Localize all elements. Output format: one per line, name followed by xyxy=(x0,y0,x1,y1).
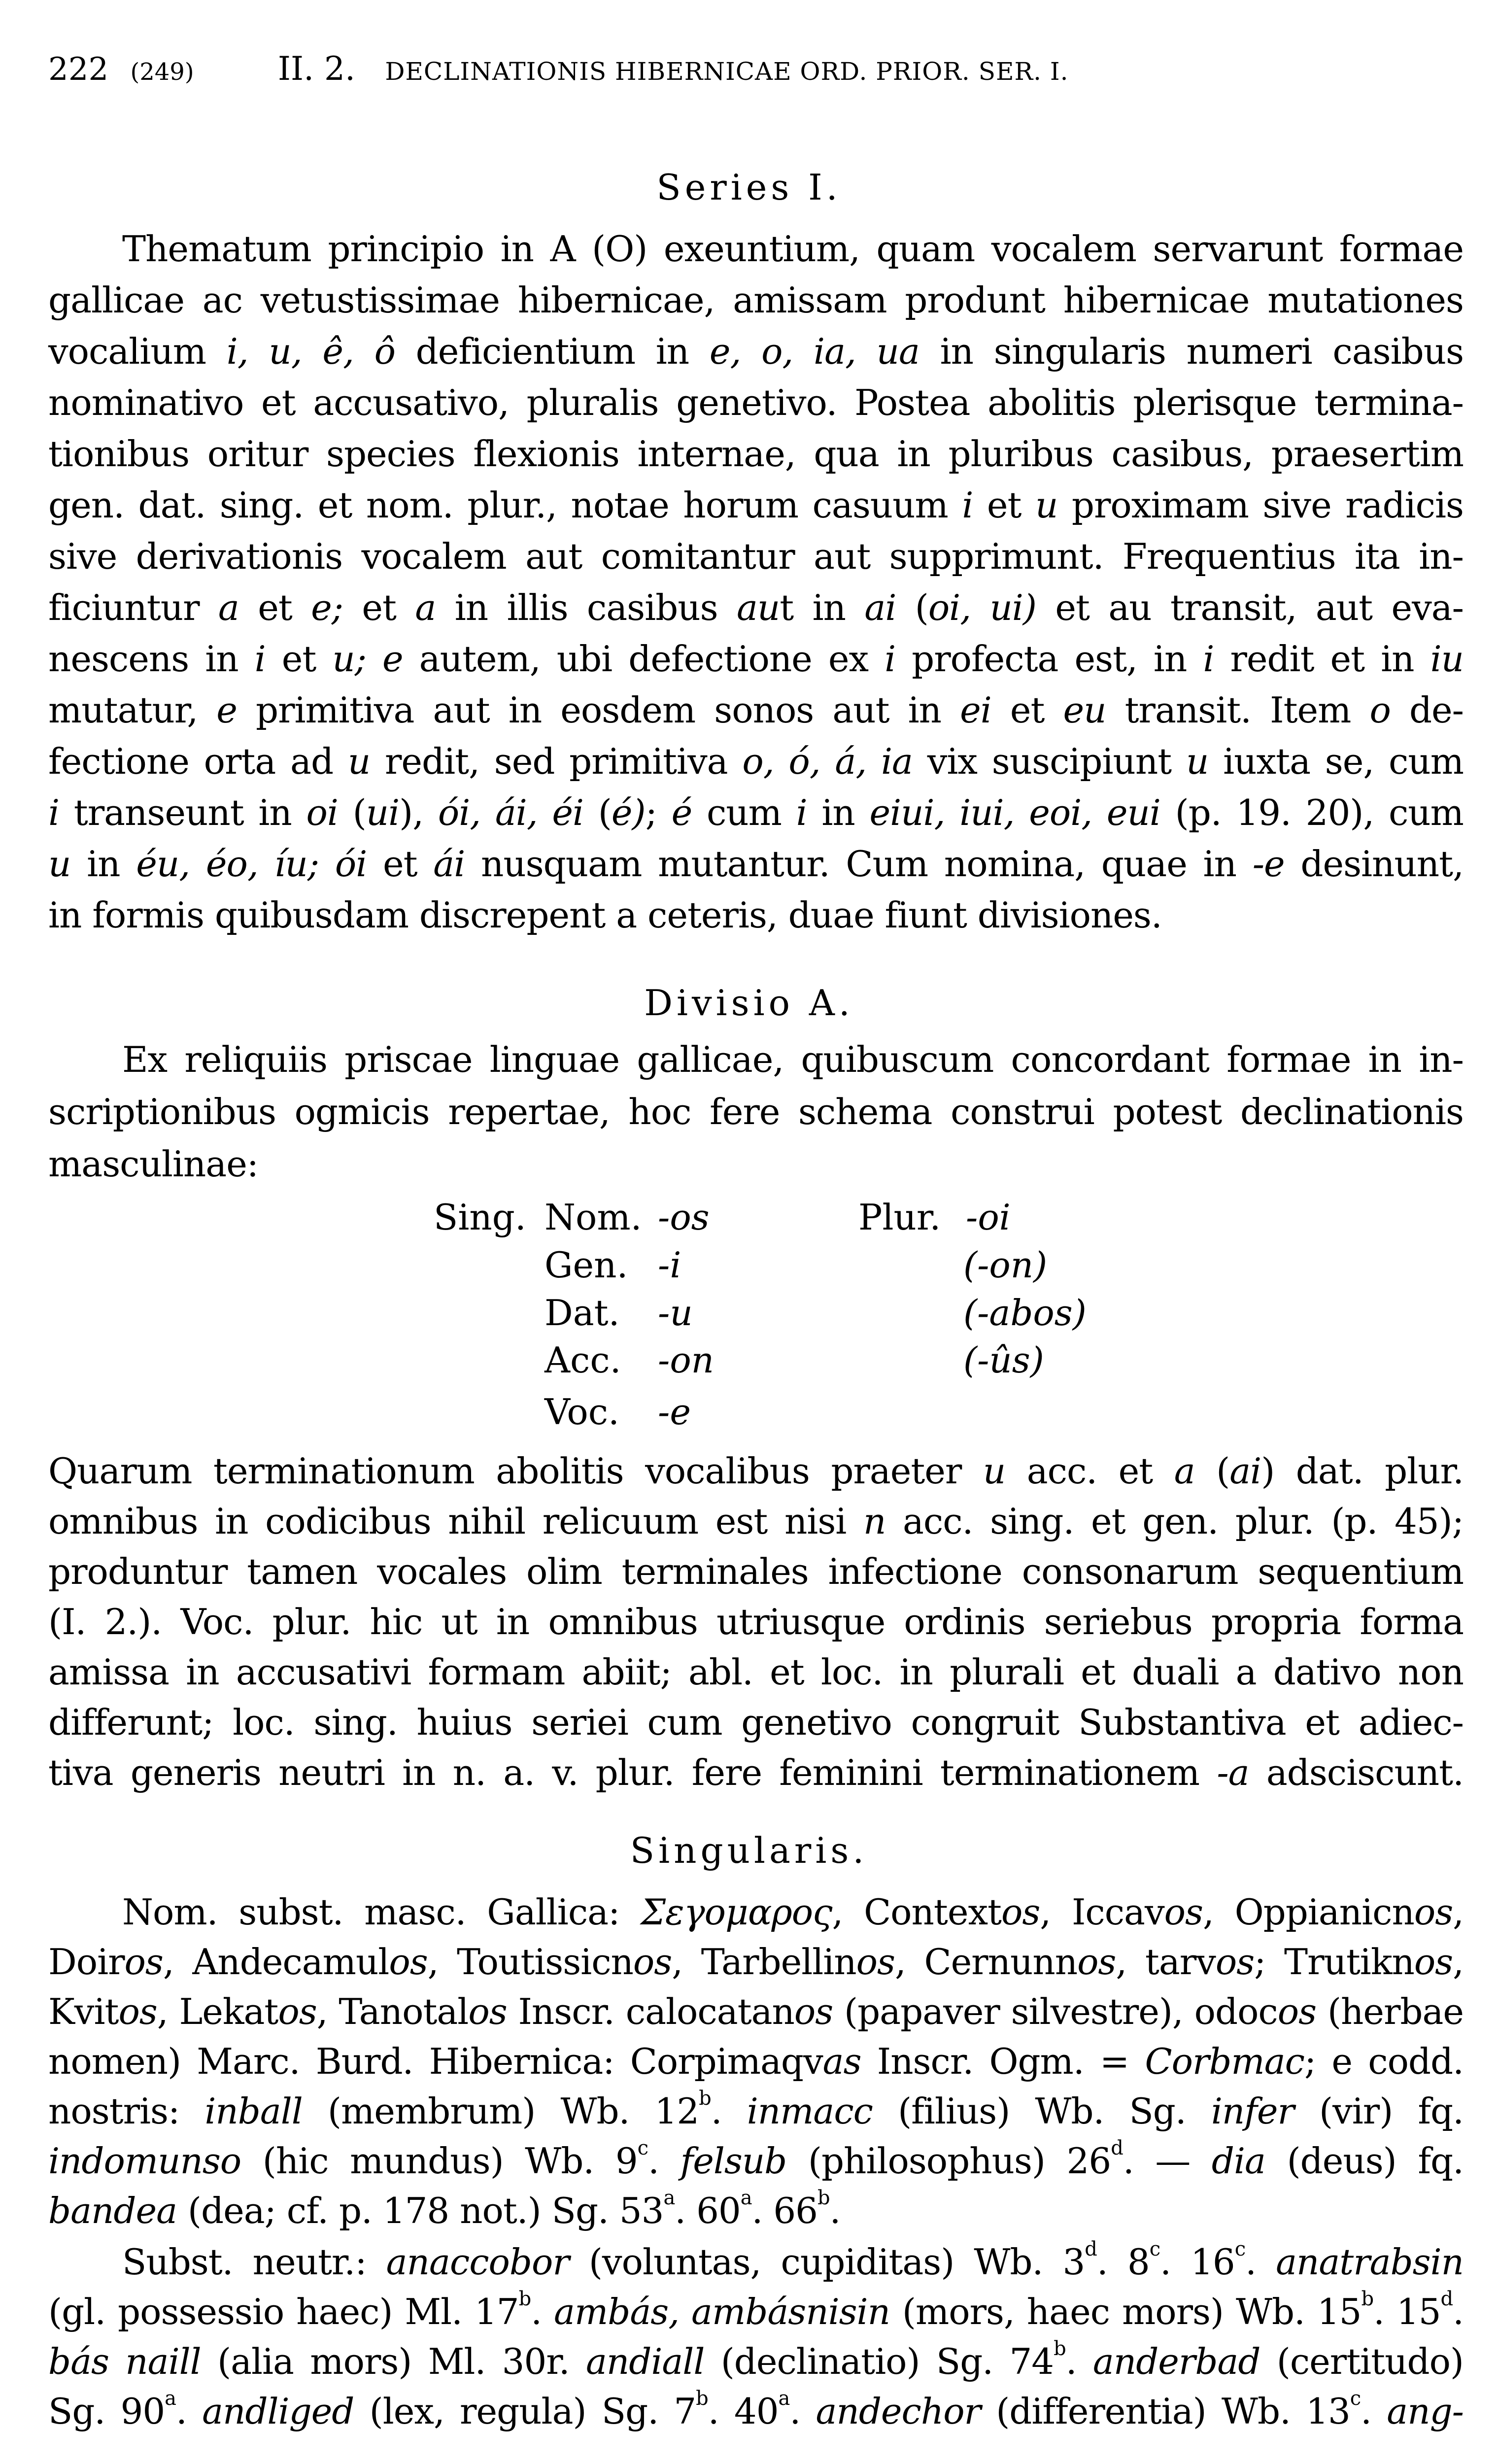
singular-ending: -e xyxy=(658,1391,691,1433)
series-heading: Series I. xyxy=(656,167,842,208)
text-line: Nom. subst. masc. Gallica: Σεγομαρος, Contextos, Iccavos, Oppianicnos, xyxy=(122,1891,1464,1933)
plural-ending: (-abos) xyxy=(963,1292,1087,1334)
text-line: bandea (dea; cf. p. 178 not.) Sg. 53$^a$. 60$^a$. 66$^b$. xyxy=(48,2187,841,2231)
case-label: Dat. xyxy=(545,1292,620,1334)
text-line: (I. 2.). Voc. plur. hic ut in omnibus utriusque ordinis seriebus propria forma xyxy=(48,1601,1464,1643)
text-line: indomunso (hic mundus) Wb. 9$^c$. felsub (philosophus) 26$^d$. — dia (deus) fq. xyxy=(48,2137,1464,2182)
case-label: Acc. xyxy=(545,1339,621,1381)
text-line: produntur tamen vocales olim terminales infectione consonarum sequentium xyxy=(48,1551,1464,1592)
singular-label: Sing. xyxy=(434,1197,526,1238)
text-line: nominativo et accusativo, pluralis genetivo. Postea abolitis plerisque termina- xyxy=(48,382,1464,423)
running-title: DECLINATIONIS HIBERNICAE ORD. PRIOR. SER. I. xyxy=(385,57,1069,86)
text-line: masculinae: xyxy=(48,1143,259,1185)
text-line: ficiuntur a et e; et a in illis casibus aut in ai (oi, ui) et au transit, aut eva- xyxy=(48,587,1464,628)
text-line: Kvitos, Lekatos, Tanotalos Inscr. calocatanos (papaver silvestre), odocos (herbae xyxy=(48,1991,1464,2032)
case-label: Voc. xyxy=(545,1391,619,1433)
original-page-number: (249) xyxy=(130,58,194,86)
text-line: bás naill (alia mors) Ml. 30r. andiall (declinatio) Sg. 74$^b$. anderbad (certitudo) xyxy=(48,2337,1464,2382)
case-label: Gen. xyxy=(545,1244,628,1286)
text-line: i transeunt in oi (ui), ói, ái, éi (é); é cum i in eiui, iui, eoi, eui (p. 19. 20), cum xyxy=(48,792,1464,833)
text-line: tionibus oritur species flexionis internae, qua in pluribus casibus, praesertim xyxy=(48,433,1464,475)
singular-ending: -i xyxy=(658,1244,681,1286)
text-line: fectione orta ad u redit, sed primitiva o, ó, á, ia vix suscipiunt u iuxta se, cum xyxy=(48,741,1464,782)
plural-ending: (-ûs) xyxy=(963,1339,1044,1381)
plural-label: Plur. xyxy=(858,1197,941,1238)
part-number: II. 2. xyxy=(277,50,355,88)
text-line: differunt; loc. sing. huius seriei cum genetivo congruit Substantiva et adiec- xyxy=(48,1702,1464,1743)
text-line: sive derivationis vocalem aut comitantur aut supprimunt. Frequentius ita in- xyxy=(48,536,1464,577)
text-line: nomen) Marc. Burd. Hibernica: Corpimaqvas Inscr. Ogm. = Corbmac; e codd. xyxy=(48,2041,1464,2082)
singular-ending: -u xyxy=(658,1292,693,1334)
text-line: scriptionibus ogmicis repertae, hoc fere schema construi potest declinationis xyxy=(48,1091,1464,1132)
plural-ending: -oi xyxy=(966,1197,1011,1238)
text-line: vocalium i, u, ê, ô deficientium in e, o, ia, ua in singularis numeri casibus xyxy=(48,331,1464,372)
text-line: in formis quibusdam discrepent a ceteris, duae fiunt divisiones. xyxy=(48,894,1162,936)
text-line: Sg. 90$^a$. andliged (lex, regula) Sg. 7$^b$. 40$^a$. andechor (differentia) Wb. 13$^c$. ang- xyxy=(48,2387,1464,2432)
page-number: 222 xyxy=(48,51,109,88)
text-line: nostris: inball (membrum) Wb. 12$^b$. inmacc (filius) Wb. Sg. infer (vir) fq. xyxy=(48,2087,1464,2132)
text-line: Doiros, Andecamulos, Toutissicnos, Tarbellinos, Cernunnos, tarvos; Trutiknos, xyxy=(48,1941,1464,1983)
text-line: Thematum principio in A (O) exeuntium, quam vocalem servarunt formae xyxy=(122,228,1464,270)
text-line: tiva generis neutri in n. a. v. plur. fere feminini terminationem -a adsciscunt. xyxy=(48,1752,1464,1793)
plural-ending: (-on) xyxy=(963,1244,1048,1286)
text-line: nescens in i et u; e autem, ubi defectione ex i profecta est, in i redit et in iu xyxy=(48,638,1464,680)
running-header xyxy=(48,47,1069,91)
text-line: (gl. possessio haec) Ml. 17$^b$. ambás, ambásnisin (mors, haec mors) Wb. 15$^b$. 15$^d$. xyxy=(48,2288,1464,2332)
text-line: omnibus in codicibus nihil relicuum est nisi n acc. sing. et gen. plur. (p. 45); xyxy=(48,1501,1464,1542)
text-line: gallicae ac vetustissimae hibernicae, amissam produnt hibernicae mutationes xyxy=(48,279,1464,321)
text-line: gen. dat. sing. et nom. plur., notae horum casuum i et u proximam sive radicis xyxy=(48,484,1464,526)
singular-ending: -os xyxy=(658,1197,710,1238)
text-line: Ex reliquiis priscae linguae gallicae, quibuscum concordant formae in in- xyxy=(122,1039,1464,1080)
division-heading: Divisio A. xyxy=(644,982,854,1024)
singularis-heading: Singularis. xyxy=(630,1830,868,1871)
text-line: Subst. neutr.: anaccobor (voluntas, cupiditas) Wb. 3$^d$. 8$^c$. 16$^c$. anatrabsin xyxy=(122,2238,1464,2283)
text-line: u in éu, éo, íu; ói et ái nusquam mutantur. Cum nomina, quae in -e desinunt, xyxy=(48,843,1464,885)
text-line: amissa in accusativi formam abiit; abl. et loc. in plurali et duali a dativo non xyxy=(48,1651,1464,1693)
case-label: Nom. xyxy=(545,1197,642,1238)
text-line: Quarum terminationum abolitis vocalibus praeter u acc. et a (ai) dat. plur. xyxy=(48,1450,1464,1492)
text-line: mutatur, e primitiva aut in eosdem sonos aut in ei et eu transit. Item o de- xyxy=(48,689,1464,731)
singular-ending: -on xyxy=(658,1339,715,1381)
